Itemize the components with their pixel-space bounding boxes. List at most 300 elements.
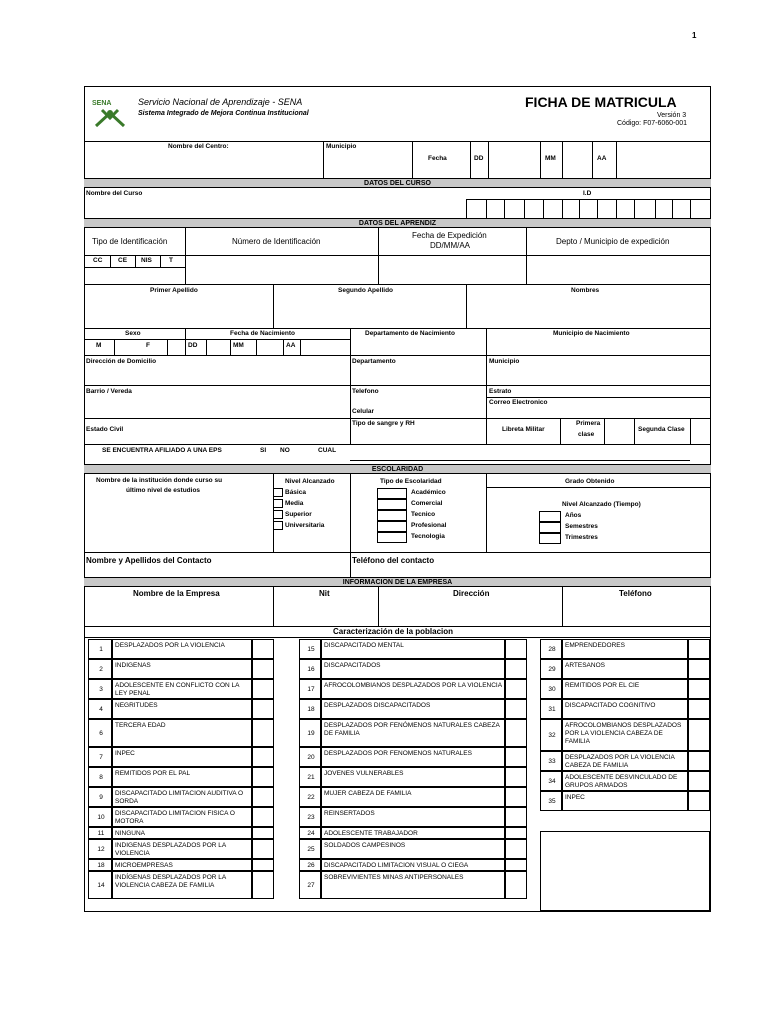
poblacion-row — [88, 679, 274, 699]
nivel-alcanzado-label: Nivel Alcanzado — [285, 478, 335, 485]
poblacion-number-cell — [540, 791, 562, 811]
poblacion-number: 29 — [548, 665, 556, 673]
poblacion-label-cell — [562, 659, 688, 679]
libreta-label: Libreta Militar — [502, 426, 545, 433]
telefono-label: Telefono — [352, 388, 379, 395]
poblacion-row — [299, 699, 527, 719]
poblacion-number-cell — [88, 859, 112, 871]
fecha-nac-label: Fecha de Nacimiento — [230, 330, 296, 337]
poblacion-number: 30 — [548, 685, 556, 693]
poblacion-number-cell — [88, 807, 112, 827]
poblacion-number-cell — [299, 767, 321, 787]
aa-label: AA — [597, 155, 607, 162]
poblacion-checkbox[interactable] — [252, 871, 274, 899]
poblacion-row — [88, 767, 274, 787]
poblacion-checkbox[interactable] — [252, 787, 274, 807]
poblacion-checkbox[interactable] — [688, 771, 710, 791]
sena-logo — [90, 96, 130, 128]
celular-label: Celular — [352, 408, 375, 415]
poblacion-row — [299, 787, 527, 807]
poblacion-checkbox[interactable] — [505, 839, 527, 859]
poblacion-row — [88, 827, 274, 839]
poblacion-row — [540, 639, 710, 659]
poblacion-label-cell — [562, 699, 688, 719]
poblacion-label: DESPLAZADOS DISCAPACITADOS — [324, 702, 431, 709]
poblacion-label-cell — [562, 679, 688, 699]
empresa-telefono-label: Teléfono — [619, 589, 652, 598]
primera-clase-label: Primera — [576, 420, 601, 427]
poblacion-number-cell — [299, 787, 321, 807]
poblacion-label: AFROCOLOMBIANOS DESPLAZADOS POR LA VIOLENCIA CABEZA DE FAMILIA — [565, 722, 682, 745]
tiempo-semestres: Semestres — [565, 523, 598, 530]
nivel-superior: Superior — [285, 511, 312, 518]
poblacion-number-cell — [299, 807, 321, 827]
poblacion-number: 34 — [548, 777, 556, 785]
primera-clase-label-2: clase — [578, 431, 595, 438]
tipo-tecnologia: Tecnologia — [411, 533, 445, 540]
poblacion-checkbox[interactable] — [505, 747, 527, 767]
poblacion-label-cell — [112, 807, 252, 827]
poblacion-number: 12 — [97, 845, 105, 853]
poblacion-label: DESPLAZADOS POR LA VIOLENCIA — [115, 642, 225, 649]
poblacion-number-cell — [299, 859, 321, 871]
system-name: Sistema Integrado de Mejora Continua Institucional — [138, 110, 309, 117]
poblacion-label: JOVENES VULNERABLES — [324, 770, 404, 777]
poblacion-label-cell — [321, 827, 505, 839]
poblacion-number: 18 — [307, 705, 315, 713]
eps-no: NO — [280, 447, 290, 454]
poblacion-title: Caracterización de la poblacion — [333, 627, 454, 636]
poblacion-checkbox[interactable] — [252, 839, 274, 859]
poblacion-row — [88, 747, 274, 767]
poblacion-number-cell — [299, 871, 321, 899]
municipio-label: Municipio — [326, 143, 357, 150]
tipo-comercial-checkbox[interactable] — [377, 499, 407, 510]
poblacion-checkbox[interactable] — [252, 639, 274, 659]
poblacion-row — [299, 767, 527, 787]
fecha-label: Fecha — [428, 155, 447, 162]
poblacion-number-cell — [88, 639, 112, 659]
poblacion-number-cell — [88, 827, 112, 839]
nac-aa: AA — [286, 342, 296, 349]
poblacion-table — [84, 637, 711, 912]
poblacion-row — [540, 751, 710, 771]
tipo-academico: Académico — [411, 489, 446, 496]
poblacion-label: INDIGENAS — [115, 662, 151, 669]
poblacion-label: EMPRENDEDORES — [565, 642, 625, 649]
poblacion-label-cell — [112, 787, 252, 807]
poblacion-number-cell — [88, 679, 112, 699]
poblacion-number-cell — [88, 719, 112, 747]
poblacion-label: DISCAPACITADO MENTAL — [324, 642, 404, 649]
poblacion-row — [299, 639, 527, 659]
curso-name-label: Nombre del Curso — [86, 190, 143, 197]
poblacion-checkbox[interactable] — [505, 639, 527, 659]
empresa-direccion-label: Dirección — [453, 589, 490, 598]
poblacion-label-cell — [321, 787, 505, 807]
poblacion-label: AFROCOLOMBIANOS DESPLAZADOS POR LA VIOLENCIA — [324, 682, 503, 689]
poblacion-checkbox[interactable] — [505, 807, 527, 827]
segundo-apellido-label: Segundo Apellido — [338, 287, 394, 294]
poblacion-row — [299, 871, 527, 899]
poblacion-checkbox[interactable] — [505, 719, 527, 747]
poblacion-checkbox[interactable] — [688, 719, 710, 751]
poblacion-number-cell — [540, 659, 562, 679]
poblacion-label: ADOLESCENTE DESVINCULADO DE GRUPOS ARMADOS — [565, 774, 678, 789]
tipo-tecnico: Tecnico — [411, 511, 436, 518]
tipo-profesional: Profesional — [411, 522, 447, 529]
poblacion-number-cell — [88, 839, 112, 859]
poblacion-label-cell — [321, 859, 505, 871]
poblacion-row — [299, 719, 527, 747]
poblacion-number: 32 — [548, 731, 556, 739]
poblacion-label-cell — [112, 719, 252, 747]
poblacion-label: SOLDADOS CAMPESINOS — [324, 842, 406, 849]
institucion-label-2: último nivel de estudios — [126, 487, 201, 494]
poblacion-checkbox[interactable] — [505, 659, 527, 679]
poblacion-number-cell — [88, 699, 112, 719]
poblacion-label-cell — [112, 839, 252, 859]
poblacion-number-cell — [88, 659, 112, 679]
poblacion-label: DISCAPACITADO LIMITACION VISUAL O CIEGA — [324, 862, 469, 869]
poblacion-label: DESPLAZADOS POR FENÓMENOS NATURALES CABEZA DE FAMILIA — [324, 722, 500, 737]
poblacion-label-cell — [321, 767, 505, 787]
poblacion-number: 19 — [307, 729, 315, 737]
empresa-nit-label: Nit — [319, 589, 330, 598]
barrio-label: Barrio / Vereda — [86, 388, 132, 395]
id-label: I.D — [583, 190, 592, 197]
page-number: 1 — [692, 31, 697, 40]
poblacion-label-cell — [321, 639, 505, 659]
poblacion-label-cell — [321, 719, 505, 747]
poblacion-number: 3 — [99, 685, 103, 693]
poblacion-label-cell — [562, 771, 688, 791]
depto-nac-label: Departamento de Nacimiento — [365, 330, 455, 337]
mm-label: MM — [545, 155, 556, 162]
poblacion-number-cell — [299, 839, 321, 859]
tipo-academico-checkbox[interactable] — [377, 488, 407, 499]
poblacion-label-cell — [321, 839, 505, 859]
poblacion-label-cell — [112, 639, 252, 659]
poblacion-checkbox[interactable] — [505, 871, 527, 899]
poblacion-checkbox[interactable] — [688, 639, 710, 659]
poblacion-label: MUJER CABEZA DE FAMILIA — [324, 790, 412, 797]
poblacion-row — [299, 807, 527, 827]
tiempo-trimestres: Trimestres — [565, 534, 598, 541]
poblacion-label: ADOLESCENTE TRABAJADOR — [324, 830, 418, 837]
sexo-m: M — [96, 342, 102, 349]
poblacion-label-cell — [321, 679, 505, 699]
poblacion-number-cell — [299, 679, 321, 699]
departamento-label: Departamento — [352, 358, 396, 365]
depto-exp-label: Depto / Municipio de expedición — [556, 237, 670, 246]
nivel-tiempo-label: Nivel Alcanzado (Tiempo) — [562, 501, 641, 508]
poblacion-number: 16 — [307, 665, 315, 673]
poblacion-checkbox[interactable] — [252, 679, 274, 699]
poblacion-checkbox[interactable] — [252, 747, 274, 767]
poblacion-number-cell — [540, 679, 562, 699]
sexo-label: Sexo — [125, 330, 141, 337]
poblacion-row — [299, 827, 527, 839]
poblacion-number-cell — [88, 871, 112, 899]
poblacion-row — [88, 719, 274, 747]
poblacion-checkbox[interactable] — [252, 699, 274, 719]
poblacion-checkbox[interactable] — [688, 699, 710, 719]
poblacion-row — [88, 839, 274, 859]
tiempo-anos-checkbox[interactable] — [539, 511, 561, 522]
poblacion-number: 6 — [99, 729, 103, 737]
poblacion-number: 26 — [307, 861, 315, 869]
id-type-nis: NIS — [141, 257, 152, 264]
mun-nac-label: Municipio de Nacimiento — [553, 330, 630, 337]
poblacion-row — [88, 639, 274, 659]
municipio-dom-label: Municipio — [489, 358, 520, 365]
id-type-t: T — [169, 257, 173, 264]
poblacion-number-cell — [299, 659, 321, 679]
poblacion-row — [88, 699, 274, 719]
poblacion-label: TERCERA EDAD — [115, 722, 166, 729]
direccion-label: Dirección de Domicilio — [86, 358, 157, 365]
poblacion-row — [88, 659, 274, 679]
poblacion-row — [540, 719, 710, 751]
poblacion-label: ADOLESCENTE EN CONFLICTO CON LA LEY PENAL — [115, 682, 240, 697]
poblacion-checkbox[interactable] — [252, 807, 274, 827]
org-name: Servicio Nacional de Aprendizaje - SENA — [138, 97, 303, 107]
poblacion-checkbox[interactable] — [505, 787, 527, 807]
poblacion-number: 4 — [99, 705, 103, 713]
nivel-basica: Básica — [285, 489, 306, 496]
nivel-superior-checkbox[interactable] — [273, 510, 283, 519]
poblacion-row — [88, 787, 274, 807]
tiempo-anos: Años — [565, 512, 582, 519]
poblacion-label: DESPLAZADOS POR LA VIOLENCIA CABEZA DE FAMILIA — [565, 754, 675, 769]
poblacion-label-cell — [562, 719, 688, 751]
estrato-label: Estrato — [489, 388, 512, 395]
poblacion-number: 24 — [307, 829, 315, 837]
dd-label: DD — [474, 155, 484, 162]
poblacion-checkbox[interactable] — [505, 699, 527, 719]
form-title: FICHA DE MATRICULA — [525, 94, 677, 110]
poblacion-label: REMITIDOS POR EL CIE — [565, 682, 640, 689]
poblacion-number-cell — [540, 639, 562, 659]
poblacion-checkbox[interactable] — [688, 791, 710, 811]
poblacion-checkbox[interactable] — [505, 859, 527, 871]
nac-dd: DD — [188, 342, 198, 349]
section-empresa: INFORMACION DE LA EMPRESA — [84, 577, 711, 587]
poblacion-checkbox[interactable] — [688, 679, 710, 699]
poblacion-number-cell — [299, 827, 321, 839]
grado-obtenido-label: Grado Obtenido — [565, 478, 615, 485]
nivel-media: Media — [285, 500, 304, 507]
poblacion-number: 8 — [99, 773, 103, 781]
poblacion-label: DISCAPACITADO LIMITACION AUDITIVA O SORDA — [115, 790, 244, 805]
eps-label: SE ENCUENTRA AFILIADO A UNA EPS — [102, 447, 222, 454]
poblacion-label: NEGRITUDES — [115, 702, 158, 709]
tel-contacto-label: Teléfono del contacto — [352, 556, 435, 565]
poblacion-number: 21 — [307, 773, 315, 781]
poblacion-label: REINSERTADOS — [324, 810, 375, 817]
section-escolaridad: ESCOLARIDAD — [84, 464, 711, 474]
poblacion-number: 25 — [307, 845, 315, 853]
poblacion-row — [299, 839, 527, 859]
poblacion-label-cell — [321, 747, 505, 767]
poblacion-checkbox[interactable] — [252, 827, 274, 839]
poblacion-number: 33 — [548, 757, 556, 765]
poblacion-row — [299, 659, 527, 679]
poblacion-number: 10 — [97, 813, 105, 821]
poblacion-row — [299, 859, 527, 871]
tipo-escolaridad-label: Tipo de Escolaridad — [380, 478, 442, 485]
poblacion-label-cell — [112, 699, 252, 719]
section-datos-aprendiz: DATOS DEL APRENDIZ — [84, 218, 711, 228]
nac-mm: MM — [233, 342, 244, 349]
poblacion-label-cell — [321, 871, 505, 899]
poblacion-row — [540, 791, 710, 811]
poblacion-label: SOBREVIVIENTES MINAS ANTIPERSONALES — [324, 874, 464, 881]
poblacion-row — [540, 771, 710, 791]
poblacion-checkbox[interactable] — [252, 659, 274, 679]
poblacion-number: 7 — [99, 753, 103, 761]
poblacion-row — [299, 679, 527, 699]
poblacion-checkbox[interactable] — [252, 767, 274, 787]
poblacion-label-cell — [562, 791, 688, 811]
poblacion-number: 2 — [99, 665, 103, 673]
sangre-label: Tipo de sangre y RH — [352, 420, 415, 427]
code-label: Código: F07-6060-001 — [617, 120, 688, 127]
poblacion-label-cell — [321, 659, 505, 679]
poblacion-label: INDIGENAS DESPLAZADOS POR LA VIOLENCIA — [115, 842, 226, 857]
poblacion-number-cell — [88, 767, 112, 787]
poblacion-label-cell — [562, 639, 688, 659]
poblacion-row — [540, 699, 710, 719]
poblacion-number-cell — [540, 719, 562, 751]
poblacion-label-cell — [321, 699, 505, 719]
poblacion-number-cell — [540, 771, 562, 791]
tipo-tecnologia-checkbox[interactable] — [377, 532, 407, 543]
poblacion-label: INPEC — [115, 750, 135, 757]
poblacion-number-cell — [540, 699, 562, 719]
poblacion-checkbox[interactable] — [252, 719, 274, 747]
poblacion-label: DISCAPACITADOS — [324, 662, 381, 669]
poblacion-number-cell — [299, 639, 321, 659]
nivel-universitaria-checkbox[interactable] — [273, 521, 283, 530]
poblacion-number: 11 — [97, 829, 105, 837]
poblacion-label: NINGUNA — [115, 830, 145, 837]
nivel-media-checkbox[interactable] — [273, 499, 283, 508]
centro-name-label: Nombre del Centro: — [168, 143, 229, 150]
num-id-label: Número de Identificación — [232, 237, 321, 246]
poblacion-checkbox[interactable] — [505, 767, 527, 787]
poblacion-number: 1 — [99, 645, 103, 653]
tipo-id-label: Tipo de Identificación — [92, 237, 168, 246]
institucion-label: Nombre de la institución donde curso su — [96, 477, 223, 484]
eps-cual-line — [350, 460, 690, 461]
svg-text:SENA: SENA — [92, 100, 112, 107]
poblacion-checkbox[interactable] — [688, 659, 710, 679]
tipo-comercial: Comercial — [411, 500, 443, 507]
tiempo-semestres-checkbox[interactable] — [539, 522, 561, 533]
segunda-clase-label: Segunda Clase — [638, 426, 685, 433]
nombres-label: Nombres — [571, 287, 600, 294]
poblacion-number-cell — [88, 787, 112, 807]
poblacion-label-cell — [562, 751, 688, 771]
poblacion-label-cell — [112, 767, 252, 787]
sexo-f: F — [146, 342, 150, 349]
tipo-tecnico-checkbox[interactable] — [377, 510, 407, 521]
poblacion-row — [299, 747, 527, 767]
poblacion-label: INPEC — [565, 794, 585, 801]
poblacion-row — [88, 871, 274, 899]
estado-civil-label: Estado Civil — [86, 426, 124, 433]
poblacion-number: 14 — [97, 881, 105, 889]
tiempo-trimestres-checkbox[interactable] — [539, 533, 561, 544]
poblacion-number-cell — [88, 747, 112, 767]
tipo-profesional-checkbox[interactable] — [377, 521, 407, 532]
poblacion-number: 20 — [307, 753, 315, 761]
poblacion-row — [88, 807, 274, 827]
empresa-nombre-label: Nombre de la Empresa — [133, 589, 220, 598]
version-label: Versión 3 — [657, 112, 687, 119]
poblacion-number-cell — [299, 699, 321, 719]
poblacion-checkbox[interactable] — [688, 751, 710, 771]
id-type-ce: CE — [118, 257, 128, 264]
poblacion-row — [540, 659, 710, 679]
poblacion-label-cell — [112, 659, 252, 679]
correo-label: Correo Electronico — [489, 399, 548, 406]
poblacion-number-cell — [299, 747, 321, 767]
poblacion-label: REMITIDOS POR EL PAL — [115, 770, 191, 777]
poblacion-label-cell — [112, 871, 252, 899]
eps-si: SI — [260, 447, 267, 454]
poblacion-number: 18 — [97, 861, 105, 869]
poblacion-number-cell — [299, 719, 321, 747]
poblacion-label: DISCAPACITADO COGNITIVO — [565, 702, 656, 709]
poblacion-number: 35 — [548, 797, 556, 805]
poblacion-checkbox[interactable] — [505, 679, 527, 699]
poblacion-label: DESPLAZADOS POR FENOMENOS NATURALES — [324, 750, 472, 757]
poblacion-row — [88, 859, 274, 871]
poblacion-empty-area — [540, 831, 710, 911]
poblacion-label-cell — [112, 859, 252, 871]
poblacion-number: 15 — [307, 645, 315, 653]
poblacion-checkbox[interactable] — [505, 827, 527, 839]
eps-cual: CUAL — [318, 447, 337, 454]
poblacion-label-cell — [321, 807, 505, 827]
fecha-exp-format: DD/MM/AA — [430, 241, 470, 250]
poblacion-checkbox[interactable] — [252, 859, 274, 871]
id-type-cc: CC — [93, 257, 103, 264]
poblacion-number: 28 — [548, 645, 556, 653]
poblacion-label-cell — [112, 747, 252, 767]
poblacion-number: 31 — [548, 705, 556, 713]
poblacion-label-cell — [112, 679, 252, 699]
poblacion-number: 17 — [307, 685, 315, 693]
poblacion-label: ARTESANOS — [565, 662, 605, 669]
poblacion-label: MICROEMPRESAS — [115, 862, 173, 869]
poblacion-label: INDÍGENAS DESPLAZADOS POR LA VIOLENCIA CABEZA DE FAMILIA — [115, 874, 226, 889]
poblacion-label: DISCAPACITADO LIMITACION FISICA O MOTORA — [115, 810, 235, 825]
poblacion-number: 9 — [99, 793, 103, 801]
section-datos-curso: DATOS DEL CURSO — [84, 178, 711, 188]
poblacion-row — [540, 679, 710, 699]
poblacion-number: 23 — [307, 813, 315, 821]
nivel-basica-checkbox[interactable] — [273, 488, 283, 497]
poblacion-number: 22 — [307, 793, 315, 801]
contacto-label: Nombre y Apellidos del Contacto — [86, 556, 212, 565]
poblacion-number-cell — [540, 751, 562, 771]
poblacion-label-cell — [112, 827, 252, 839]
nivel-universitaria: Universitaria — [285, 522, 325, 529]
